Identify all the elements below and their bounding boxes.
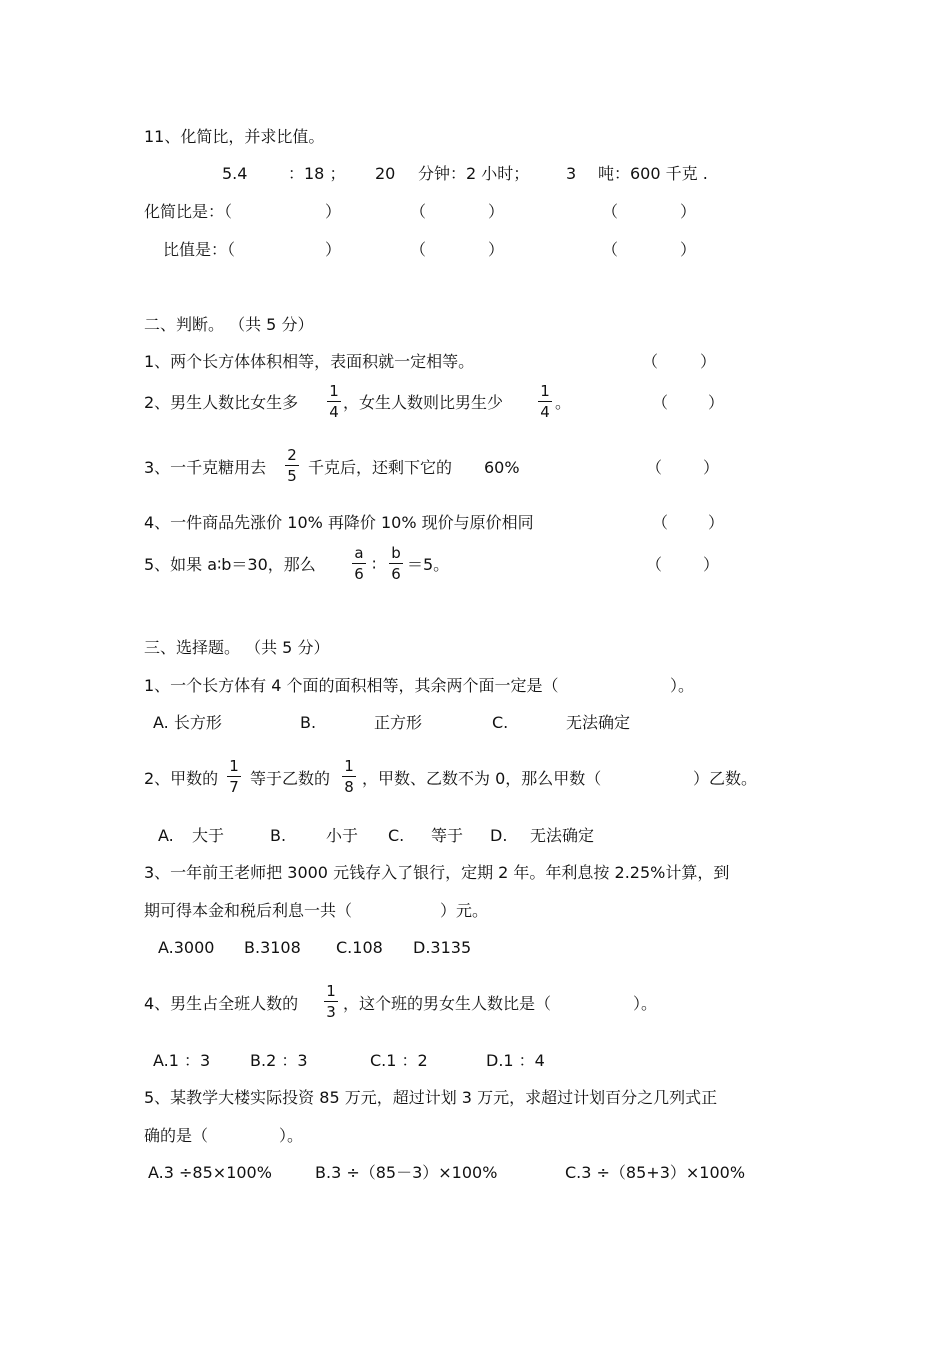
s3-q2-part-d: ）乙数。 xyxy=(693,769,758,788)
s2-q1: 1、两个长方体体积相等，表面积就一定相等。 xyxy=(144,352,475,371)
s3-q2-fraction-1 xyxy=(226,758,242,795)
fraction-denominator: 6 xyxy=(391,565,401,583)
s3-q5-line-2-end: ）。 xyxy=(279,1126,304,1145)
q11-simplify-label: 化简比是：（ xyxy=(144,202,233,221)
s3-q3-option-a: A.3000 xyxy=(158,938,215,957)
s3-q3-line-2-end: ）元。 xyxy=(440,901,489,920)
s3-q1-option-c-label: C. xyxy=(492,713,509,732)
s3-q4-fraction xyxy=(323,983,339,1020)
s2-q2-close: ） xyxy=(708,393,725,412)
s3-q4-option-a: A.1 ：3 xyxy=(153,1051,211,1070)
q11-ratio-label: 比值是：（ xyxy=(163,240,236,259)
s3-q2-fraction-2 xyxy=(341,758,357,795)
fraction-denominator: 8 xyxy=(344,778,354,796)
fraction-bar xyxy=(227,776,241,777)
s3-q2-option-a-text: 大于 xyxy=(192,826,225,845)
q11-item-b-num: 20 xyxy=(375,164,396,183)
fraction-bar xyxy=(538,401,552,402)
s3-q2-option-c-label: C. xyxy=(388,826,405,845)
s3-q5-option-b: B.3 ÷（85－3）×100% xyxy=(315,1163,498,1182)
q11-ratio-open-3: （ xyxy=(602,240,619,259)
fraction-numerator: 1 xyxy=(344,757,354,775)
s2-q4-close: ） xyxy=(708,513,725,532)
fraction-bar xyxy=(342,776,356,777)
s2-q3-open: （ xyxy=(646,458,663,477)
fraction-denominator: 5 xyxy=(287,467,297,485)
fraction-numerator: 2 xyxy=(287,446,297,464)
fraction-numerator: 1 xyxy=(540,382,550,400)
s2-q3-fraction xyxy=(284,447,300,484)
s2-q3-part-b: 千克后，还剩下它的 xyxy=(308,458,453,477)
s2-q5-part-b: ＝5。 xyxy=(407,555,450,574)
s3-q2-option-b-label: B. xyxy=(270,826,287,845)
q11-item-a-num: 5.4 xyxy=(222,164,248,183)
fraction-denominator: 4 xyxy=(329,403,339,421)
s3-q3-option-d: D.3135 xyxy=(413,938,472,957)
fraction-numerator: 1 xyxy=(326,982,336,1000)
fraction-bar xyxy=(327,401,341,402)
s3-q2-option-c-text: 等于 xyxy=(431,826,464,845)
s3-q2-part-b: 等于乙数的 xyxy=(250,769,331,788)
s2-q2-part-c: 。 xyxy=(555,393,572,412)
s3-q4-part-a: 4、男生占全班人数的 xyxy=(144,994,299,1013)
section3-title: 三、选择题。 （共 5 分） xyxy=(144,638,330,657)
q11-ratio-close-3: ） xyxy=(680,240,697,259)
s2-q2-open: （ xyxy=(652,393,669,412)
fraction-bar xyxy=(324,1001,338,1002)
s3-q3-line-1: 3、一年前王老师把 3000 元钱存入了银行，定期 2 年。年利息按 2.25%计算，到 xyxy=(144,863,730,882)
q11-ratio-close-1: ） xyxy=(325,240,342,259)
s3-q5-line-1: 5、某教学大楼实际投资 85 万元，超过计划 3 万元，求超过计划百分之几列式正 xyxy=(144,1088,718,1107)
fraction-numerator: 1 xyxy=(329,382,339,400)
s2-q4: 4、一件商品先涨价 10% 再降价 10% 现价与原价相同 xyxy=(144,513,534,532)
s3-q4-option-c: C.1 ：2 xyxy=(370,1051,428,1070)
s3-q4-option-b: B.2 ：3 xyxy=(250,1051,308,1070)
s3-q3-option-c: C.108 xyxy=(336,938,383,957)
q11-simplify-open-2: （ xyxy=(410,202,427,221)
s3-q2-part-c: ，甲数、乙数不为 0，那么甲数（ xyxy=(362,769,602,788)
q11-simplify-close-1: ） xyxy=(325,202,342,221)
s3-q1-option-b-text: 正方形 xyxy=(374,713,423,732)
s3-q4-part-c: ）。 xyxy=(633,994,658,1013)
fraction-bar xyxy=(389,563,403,564)
fraction-numerator: a xyxy=(354,544,364,562)
q11-simplify-close-2: ） xyxy=(488,202,505,221)
s2-q5-colon: ∶ xyxy=(372,555,377,574)
s3-q1-option-c-text: 无法确定 xyxy=(566,713,631,732)
s3-q1-option-a: A. 长方形 xyxy=(153,713,222,732)
fraction-bar xyxy=(352,563,366,564)
q11-ratio-open-2: （ xyxy=(410,240,427,259)
s2-q2-part-b: ，女生人数则比男生少 xyxy=(343,393,504,412)
s2-q3-part-c: 60% xyxy=(484,458,520,477)
s3-q2-part-a: 2、甲数的 xyxy=(144,769,219,788)
fraction-denominator: 7 xyxy=(229,778,239,796)
s2-q4-open: （ xyxy=(652,513,669,532)
s2-q3-close: ） xyxy=(703,458,720,477)
s3-q4-option-d: D.1 ：4 xyxy=(486,1051,545,1070)
s2-q5-close: ） xyxy=(703,555,720,574)
s3-q1-option-b-label: B. xyxy=(300,713,317,732)
q11-item-c-num: 3 xyxy=(566,164,577,183)
s2-q5-fraction-2 xyxy=(388,545,404,582)
q11-item-c-rest: 吨：600 千克 . xyxy=(598,164,708,183)
q11-title: 11、化简比，并求比值。 xyxy=(144,127,325,146)
fraction-numerator: 1 xyxy=(229,757,239,775)
s3-q2-option-b-text: 小于 xyxy=(326,826,359,845)
q11-simplify-open-3: （ xyxy=(602,202,619,221)
fraction-numerator: b xyxy=(391,544,401,562)
s3-q5-line-2: 确的是（ xyxy=(144,1126,209,1145)
s2-q1-open: （ xyxy=(642,352,659,371)
s2-q2-fraction-1 xyxy=(326,383,342,420)
s3-q5-option-c: C.3 ÷（85+3）×100% xyxy=(565,1163,746,1182)
fraction-denominator: 6 xyxy=(354,565,364,583)
s3-q2-option-a-label: A. xyxy=(158,826,174,845)
s2-q1-close: ） xyxy=(700,352,717,371)
s3-q3-line-2: 期可得本金和税后利息一共（ xyxy=(144,901,353,920)
fraction-denominator: 4 xyxy=(540,403,550,421)
s2-q5-fraction-1 xyxy=(351,545,367,582)
section2-title: 二、判断。 （共 5 分） xyxy=(144,315,314,334)
s3-q2-option-d-text: 无法确定 xyxy=(530,826,595,845)
fraction-bar xyxy=(285,465,299,466)
s3-q2-option-d-label: D. xyxy=(490,826,508,845)
s2-q3-part-a: 3、一千克糖用去 xyxy=(144,458,267,477)
s3-q5-option-a: A.3 ÷85×100% xyxy=(148,1163,272,1182)
fraction-denominator: 3 xyxy=(326,1003,336,1021)
s2-q2-fraction-2 xyxy=(537,383,553,420)
s3-q4-part-b: ，这个班的男女生人数比是（ xyxy=(343,994,552,1013)
q11-item-a-rest: ：18 ； xyxy=(288,164,346,183)
s3-q3-option-b: B.3108 xyxy=(244,938,301,957)
q11-ratio-close-2: ） xyxy=(488,240,505,259)
q11-simplify-close-3: ） xyxy=(680,202,697,221)
s2-q5-part-a: 5、如果 a∶b＝30，那么 xyxy=(144,555,316,574)
s2-q2-part-a: 2、男生人数比女生多 xyxy=(144,393,299,412)
s3-q1: 1、一个长方体有 4 个面的面积相等，其余两个面一定是（ xyxy=(144,676,559,695)
s3-q1-end: ）。 xyxy=(670,676,695,695)
s2-q5-open: （ xyxy=(646,555,663,574)
q11-item-b-rest: 分钟：2 小时； xyxy=(418,164,530,183)
